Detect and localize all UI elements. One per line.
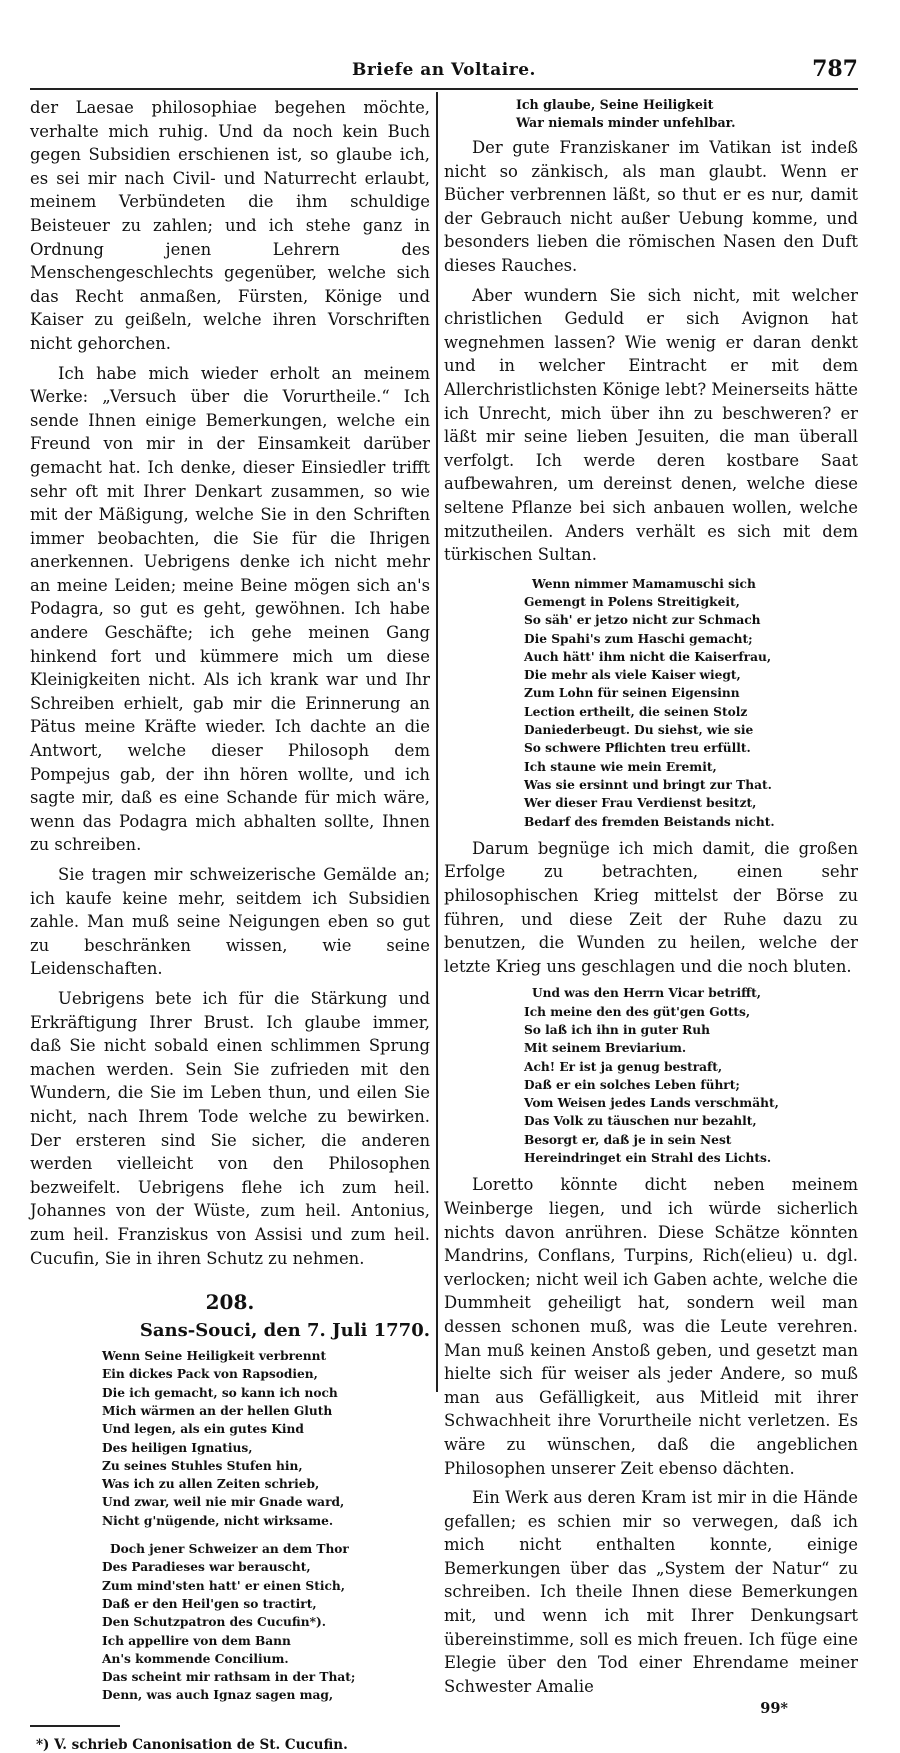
- verse-line: Gemengt in Polens Streitigkeit,: [524, 594, 740, 609]
- verse-line: Zum mind'sten hatt' er einen Stich,: [102, 1578, 345, 1593]
- letter-number: 208.: [205, 1290, 255, 1315]
- paragraph: Uebrigens bete ich für die Stärkung und Erkräftigung Ihrer Brust. Ich glaube immer, daß Sie nicht sobald einen schlimmen Sprung machen werden. Sein Sie zufrieden mit den Wundern, die Sie im Leben thun, und eilen Sie nicht, nach Ihrem Tode welche zu bewirken. Der ersteren sind Sie sicher, die anderen werden vielleicht von den Philosophen bezweifelt. Uebrigens flehe ich zum heil. Johannes von der Wüste, zum heil. Antonius, zum heil. Franziskus von Assisi und zum heil. Cucufin, Sie in ihren Schutz zu nehmen.: [30, 988, 430, 1268]
- paragraph: Loretto könnte dicht neben meinem Weinberge liegen, und ich würde sicherlich nichts davon anrühren. Diese Schätze könnten Mandrins, Conflans, Turpins, Rich(elieu) u. dgl. verlocken; nicht weil ich Gaben achte, welche die Dummheit geheiligt hat, sondern weil man dessen schonen muß, was die Leute verehren. Man muß keinen Anstoß geben, und gesetzt man hielte sich für weiser als jeder Andere, so muß man aus Gefälligkeit, aus Mitleid mit ihrer Schwachheit ihre Vorurtheile nicht verletzen. Es wäre zu wünschen, daß die angeblichen Philosophen unserer Zeit ebenso dächten.: [444, 1175, 858, 1478]
- verse-line: Wer dieser Frau Verdienst besitzt,: [524, 796, 757, 811]
- verse-line: Nicht g'nügende, nicht wirksame.: [102, 1513, 334, 1528]
- verse-line: Mich wärmen an der hellen Gluth: [102, 1403, 333, 1418]
- verse-line: So säh' er jetzo nicht zur Schmach: [524, 613, 761, 628]
- column-divider: [436, 92, 438, 1392]
- paragraph: Ich habe mich wieder erholt an meinem Werke: „Versuch über die Vorurtheile.“ Ich sende Ihnen einige Bemerkungen, welche ein Freund von mir in der Einsamkeit darüber gemacht hat. Ich denke, dieser Einsiedler trifft sehr oft mit Ihrer Denkart zusammen, so wie mit der Mäßigung, welche Sie in den Schriften immer beobachten, die Sie für die Ihrigen anerkennen. Uebrigens denke ich nicht mehr an meine Leiden; meine Beine mögen sich an's Podagra, so gut es geht, gewöhnen. Ich habe andere Geschäfte; ich gehe meinen Gang hinkend fort und kümmere mich um diese Kleinigkeiten nicht. Als ich krank war und Ihr Schreiben erhielt, gab mir die Erinnerung an Pätus meine Kräfte wieder. Ich dachte an die Antwort, welche dieser Philosoph dem Pompejus gab, der ihn hören wollte, und ich sagte mir, daß es eine Schande für mich wäre, wenn das Podagra mich abhalten sollte, Ihnen zu schreiben.: [30, 363, 430, 855]
- verse-block: [444, 575, 858, 831]
- verse-line: Daniederbeugt. Du siehst, wie sie: [524, 723, 754, 738]
- letter-dateline: Sans-Souci, den 7. Juli 1770.: [139, 1320, 430, 1342]
- verse-line: Wenn Seine Heiligkeit verbrennt: [102, 1349, 327, 1364]
- paragraph: Der gute Franziskaner im Vatikan ist indeß nicht so zänkisch, als man glaubt. Wenn er Bücher verbrennen läßt, so thut er es nur, damit der Gebrauch nicht außer Uebung komme, und besonders lieben die römischen Nasen den Duft dieses Rauches.: [444, 138, 858, 275]
- verse-line: Wenn nimmer Mamamuschi sich: [532, 576, 756, 591]
- verse-block: [30, 1540, 430, 1705]
- verse-line: Des heiligen Ignatius,: [102, 1440, 253, 1455]
- running-title: Briefe an Voltaire.: [352, 60, 536, 80]
- verse-line: War niemals minder unfehlbar.: [516, 115, 736, 130]
- verse-line: Die ich gemacht, so kann ich noch: [102, 1385, 338, 1400]
- verse-line: Und legen, als ein gutes Kind: [102, 1422, 304, 1437]
- verse-line: Doch jener Schweizer an dem Thor: [110, 1542, 349, 1557]
- right-column: [444, 96, 858, 1717]
- verse-line: Ich appellire von dem Bann: [102, 1633, 291, 1648]
- verse-line: Zum Lohn für seinen Eigensinn: [524, 686, 740, 701]
- verse-line: Ich meine den des güt'gen Gotts,: [524, 1004, 751, 1019]
- verse-line: An's kommende Concilium.: [102, 1651, 289, 1666]
- verse-line: Den Schutzpatron des Cucufin*).: [102, 1615, 326, 1630]
- paragraph: der Laesae philosophiae begehen möchte, verhalte mich ruhig. Und da noch kein Buch gegen Subsidien erschienen ist, so glaube ich, es sei mir nach Civil- und Naturrecht erlaubt, meinem Verbündeten die ihm schuldige Beisteuer zu zahlen; und ich stehe ganz in Ordnung jenen Lehrern des Menschengeschlechts gegenüber, welche sich das Recht anmaßen, Fürsten, Könige und Kaiser zu geißeln, welche ihren Vorschriften nicht gehorchen.: [30, 98, 430, 353]
- verse-line: Das Volk zu täuschen nur bezahlt,: [524, 1114, 757, 1129]
- verse-line: Bedarf des fremden Beistands nicht.: [524, 814, 775, 829]
- verse-line: Ach! Er ist ja genug bestraft,: [524, 1059, 723, 1074]
- verse-line: Hereindringet ein Strahl des Lichts.: [524, 1151, 772, 1166]
- page-header: [30, 50, 858, 88]
- footnote-rule: [30, 1725, 120, 1727]
- verse-line: Des Paradieses war berauscht,: [102, 1560, 311, 1575]
- paragraph: Ein Werk aus deren Kram ist mir in die Hände gefallen; es schien mir so verwegen, daß ich mich nicht enthalten konnte, einige Bemerkungen über das „System der Natur“ zu schreiben. Ich theile Ihnen diese Bemerkungen mit, und wenn ich mit Ihrer Denkungsart übereinstimme, soll es mich freuen. Ich füge eine Elegie über den Tod einer Ehrendame meiner Schwester Amalie: [444, 1488, 858, 1696]
- verse-line: Vom Weisen jedes Lands verschmäht,: [524, 1096, 779, 1111]
- verse-line: Ein dickes Pack von Rapsodien,: [102, 1367, 318, 1382]
- verse-line: So schwere Pflichten treu erfüllt.: [524, 741, 751, 756]
- verse-line: Ich glaube, Seine Heiligkeit: [516, 97, 714, 112]
- verse-line: Zu seines Stuhles Stufen hin,: [102, 1458, 303, 1473]
- header-rule: [30, 88, 858, 90]
- verse-block: [444, 984, 858, 1167]
- verse-line: Ich staune wie mein Eremit,: [524, 759, 717, 774]
- printer-signature-mark: 99*: [760, 1700, 788, 1718]
- paragraph: Sie tragen mir schweizerische Gemälde an; ich kaufe keine mehr, seitdem ich Subsidien zahle. Man muß seine Neigungen eben so gut zu beschränken wissen, wie seine Leidenschaften.: [30, 865, 430, 979]
- paragraph: Aber wundern Sie sich nicht, mit welcher christlichen Geduld er sich Avignon hat wegnehmen lassen? Wie wenig er daran denkt und in welcher Eintracht er mit dem Allerchristlichsten Könige lebt? Meinerseits hätte ich Unrecht, mich über ihn zu beschweren? er läßt mir seine lieben Jesuiten, die man überall verfolgt. Ich werde deren kostbare Saat aufbewahren, um dereinst denen, welche diese seltene Pflanze bei sich anbauen wollen, welche mitzutheilen. Anders verhält es sich mit dem türkischen Sultan.: [444, 285, 858, 565]
- verse-line: Die mehr als viele Kaiser wiegt,: [524, 668, 741, 683]
- verse-line: Lection ertheilt, die seinen Stolz: [524, 704, 748, 719]
- verse-line: So laß ich ihn in guter Ruh: [524, 1023, 710, 1037]
- verse-block: [30, 1347, 430, 1530]
- verse-line: Das scheint mir rathsam in der That;: [102, 1670, 356, 1685]
- paragraph: Darum begnüge ich mich damit, die großen Erfolge zu betrachten, einen sehr philosophischen Krieg mittelst der Börse zu führen, und diese Zeit der Ruhe dazu zu benutzen, die Wunden zu heilen, welche der letzte Krieg uns geschlagen und die noch bluten.: [444, 838, 858, 976]
- verse-line: Die Spahi's zum Haschi gemacht;: [524, 631, 753, 646]
- verse-line: Daß er den Heil'gen so tractirt,: [102, 1596, 317, 1611]
- verse-line: Was sie ersinnt und bringt zur That.: [524, 777, 772, 792]
- verse-line: Mit seinem Breviarium.: [524, 1041, 687, 1056]
- footnote: *) V. schrieb Canonisation de St. Cucufin.: [36, 1736, 348, 1753]
- verse-line: Denn, was auch Ignaz sagen mag,: [102, 1688, 334, 1703]
- left-column: [30, 96, 430, 1753]
- page-number: 787: [812, 56, 858, 82]
- verse-line: Und zwar, weil nie mir Gnade ward,: [102, 1495, 345, 1510]
- verse-line: Was ich zu allen Zeiten schrieb,: [102, 1477, 320, 1492]
- verse-line: Besorgt er, daß je in sein Nest: [524, 1132, 732, 1147]
- verse-line: Daß er ein solches Leben führt;: [524, 1077, 740, 1092]
- verse-line: Auch hätt' ihm nicht die Kaiserfrau,: [524, 649, 772, 664]
- verse-block: [444, 96, 858, 132]
- verse-line: Und was den Herrn Vicar betrifft,: [532, 986, 762, 1001]
